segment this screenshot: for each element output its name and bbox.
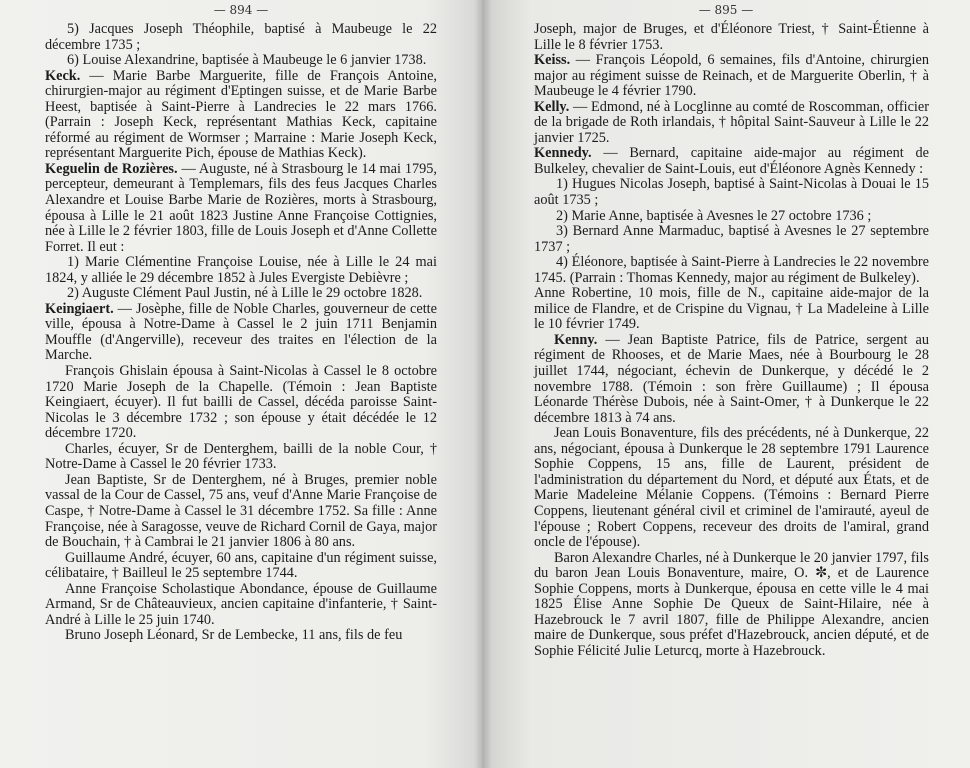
paragraph: Anne Robertine, 10 mois, fille de N., capitaine aide-major de la milice de Flandre, et de Crispine du Vignau, † La Madeleine à Lille le 10 février 1749.: [534, 285, 929, 333]
entry-keck: Keck. — Marie Barbe Marguerite, fille de François Antoine, chirurgien-major au régiment d'Eptingen suisse, et de Marie Barbe Heest, baptisée à Saint-Pierre à Landrecies le 22 mars 1766. (Parrain : Joseph Keck, représentant Mathias Keck, capitaine réformé au régiment de Wormser ; Marraine : Marie Joseph Keck, représentant Marguerite Pich, épouse de Mathias Keck).: [45, 67, 437, 162]
paragraph: Jean Louis Bonaventure, fils des précédents, né à Dunkerque, 22 ans, négociant, épousa à Dunkerque le 28 septembre 1791 Laurence Sophie Coppens, 15 ans, fille de Laurent, président de l'administration du département du Nord, et député aux États, et de Marie Madeleine Mélanie Coppens. (Témoins : Bernard Pierre Coppens, lieutenant général civil et criminel de l'amirauté, ayeul de l'épouse ; Robert Coppens, receveur des droits de l'amiral, grand oncle de l'épouse).: [534, 425, 929, 551]
entry-kelly: Kelly. — Edmond, né à Locglinne au comté de Roscomman, officier de la brigade de Roth irlandais, † hôpital Saint-Sauveur à Lille le 22 janvier 1725.: [534, 98, 929, 146]
entry-keiss: Keiss. — François Léopold, 6 semaines, fils d'Antoine, chirurgien major au régiment suisse de Reinach, et de Marguerite Oberlin, † à Maubeuge le 4 février 1790.: [534, 52, 929, 100]
paragraph: Joseph, major de Bruges, et d'Éléonore Triest, † Saint-Étienne à Lille le 8 février 1753.: [534, 21, 929, 53]
paragraph: 6) Louise Alexandrine, baptisée à Maubeuge le 6 janvier 1738.: [67, 52, 427, 69]
entry-keingiaert: Keingiaert. — Josèphe, fille de Noble Charles, gouverneur de cette ville, épousa à Notre-Dame à Cassel le 2 juin 1711 Benjamin Mouffle (d'Angerville), receveur des traites en l'élection de la Marche.: [45, 300, 437, 364]
text-column: [534, 22, 929, 659]
paragraph: 5) Jacques Joseph Théophile, baptisé à Maubeuge le 22 décembre 1735 ;: [45, 21, 437, 53]
paragraph: Charles, écuyer, Sr de Denterghem, bailli de la noble Cour, † Notre-Dame à Cassel le 20 février 1733.: [45, 440, 437, 473]
left-page: [0, 0, 482, 768]
paragraph: Anne Françoise Scholastique Abondance, épouse de Guillaume Armand, Sr de Châteauvieux, ancien capitaine d'infanterie, † Saint-André à Lille le 25 juin 1740.: [45, 580, 437, 628]
paragraph: Jean Baptiste, Sr de Denterghem, né à Bruges, premier noble vassal de la Cour de Cassel, 75 ans, veuf d'Anne Marie Françoise de Caspe, † Notre-Dame à Cassel le 31 décembre 1752. Sa fille : Anne Françoise, née à Saragosse, veuve de Richard Cornil de Gaya, major de Bouchain, † à Cambrai le 21 janvier 1806 à 80 ans.: [45, 471, 437, 551]
book-gutter: [474, 0, 492, 768]
paragraph: Bruno Joseph Léonard, Sr de Lembecke, 11 ans, fils de feu: [65, 627, 403, 644]
paragraph: Baron Alexandre Charles, né à Dunkerque le 20 janvier 1797, fils du baron Jean Louis Bonaventure, maire, O. ✼, et de Laurence Sophie Coppens, morts à Dunkerque, épousa en cette ville le 4 mai 1825 Élise Anne Sophie De Queux de Saint-Hilaire, née à Hazebrouck le 7 avril 1807, fille de Philippe Alexandre, ancien maire de Dunkerque, sous préfet d'Hazebrouck, ancien député, et de Sophie Félicité Julie Leturcq, morte à Hazebrouck.: [534, 549, 929, 659]
paragraph: 2) Marie Anne, baptisée à Avesnes le 27 octobre 1736 ;: [556, 207, 872, 224]
paragraph: 1) Marie Clémentine Françoise Louise, née à Lille le 24 mai 1824, y alliée le 29 décembre 1852 à Jules Evergiste Debièvre ;: [45, 254, 437, 286]
entry-keguelin: Keguelin de Rozières. — Auguste, né à Strasbourg le 14 mai 1795, percepteur, demeurant à Templemars, fils des feus Jacques Charles Alexandre et Louise Barbe Marie de Rozières, morts à Strasbourg, épousa à Lille le 21 août 1823 Justine Anne Françoise Cottignies, née à Lille le 2 février 1803, fille de Louis Joseph et d'Anne Collette Forret. Il eut :: [45, 160, 437, 255]
right-page: [482, 0, 970, 768]
entry-kennedy: Kennedy. — Bernard, capitaine aide-major au régiment de Bulkeley, chevalier de Saint-Louis, eut d'Éléonore Agnès Kennedy :: [534, 145, 929, 177]
paragraph: 1) Hugues Nicolas Joseph, baptisé à Saint-Nicolas à Douai le 15 août 1735 ;: [534, 176, 929, 209]
paragraph: 4) Éléonore, baptisée à Saint-Pierre à Landrecies le 22 novembre 1745. (Parrain : Thomas Kennedy, major au régiment de Bulkeley).: [534, 254, 929, 286]
paragraph: 3) Bernard Anne Marmaduc, baptisé à Avesnes le 27 septembre 1737 ;: [534, 223, 929, 255]
entry-kenny: Kenny. — Jean Baptiste Patrice, fils de Patrice, sergent au régiment de Rhooses, et de Marie Maes, née à Bourbourg le 28 juillet 1744, négociant, échevin de Dunkerque, y décédé le 2 novembre 1788. (Témoin : son frère Guillaume) ; Il épousa Léonarde Thérèse Dubois, née à Saint-Omer, † à Dunkerque le 22 décembre 1813 à 74 ans.: [534, 331, 929, 426]
page-number: — 895 —: [698, 3, 754, 17]
paragraph: François Ghislain épousa à Saint-Nicolas à Cassel le 8 octobre 1720 Marie Joseph de la Chapelle. (Témoin : Jean Baptiste Keingiaert, écuyer). Il fut bailli de Cassel, décéda paroisse Saint-Nicolas le 3 décembre 1732 ; son épouse y était décédée le 12 décembre 1720.: [45, 363, 437, 442]
text-column: [45, 22, 437, 644]
paragraph: Guillaume André, écuyer, 60 ans, capitaine d'un régiment suisse, célibataire, † Bailleul le 25 septembre 1744.: [45, 549, 437, 582]
page-number: — 894 —: [213, 3, 269, 17]
paragraph: 2) Auguste Clément Paul Justin, né à Lille le 29 octobre 1828.: [67, 285, 423, 302]
